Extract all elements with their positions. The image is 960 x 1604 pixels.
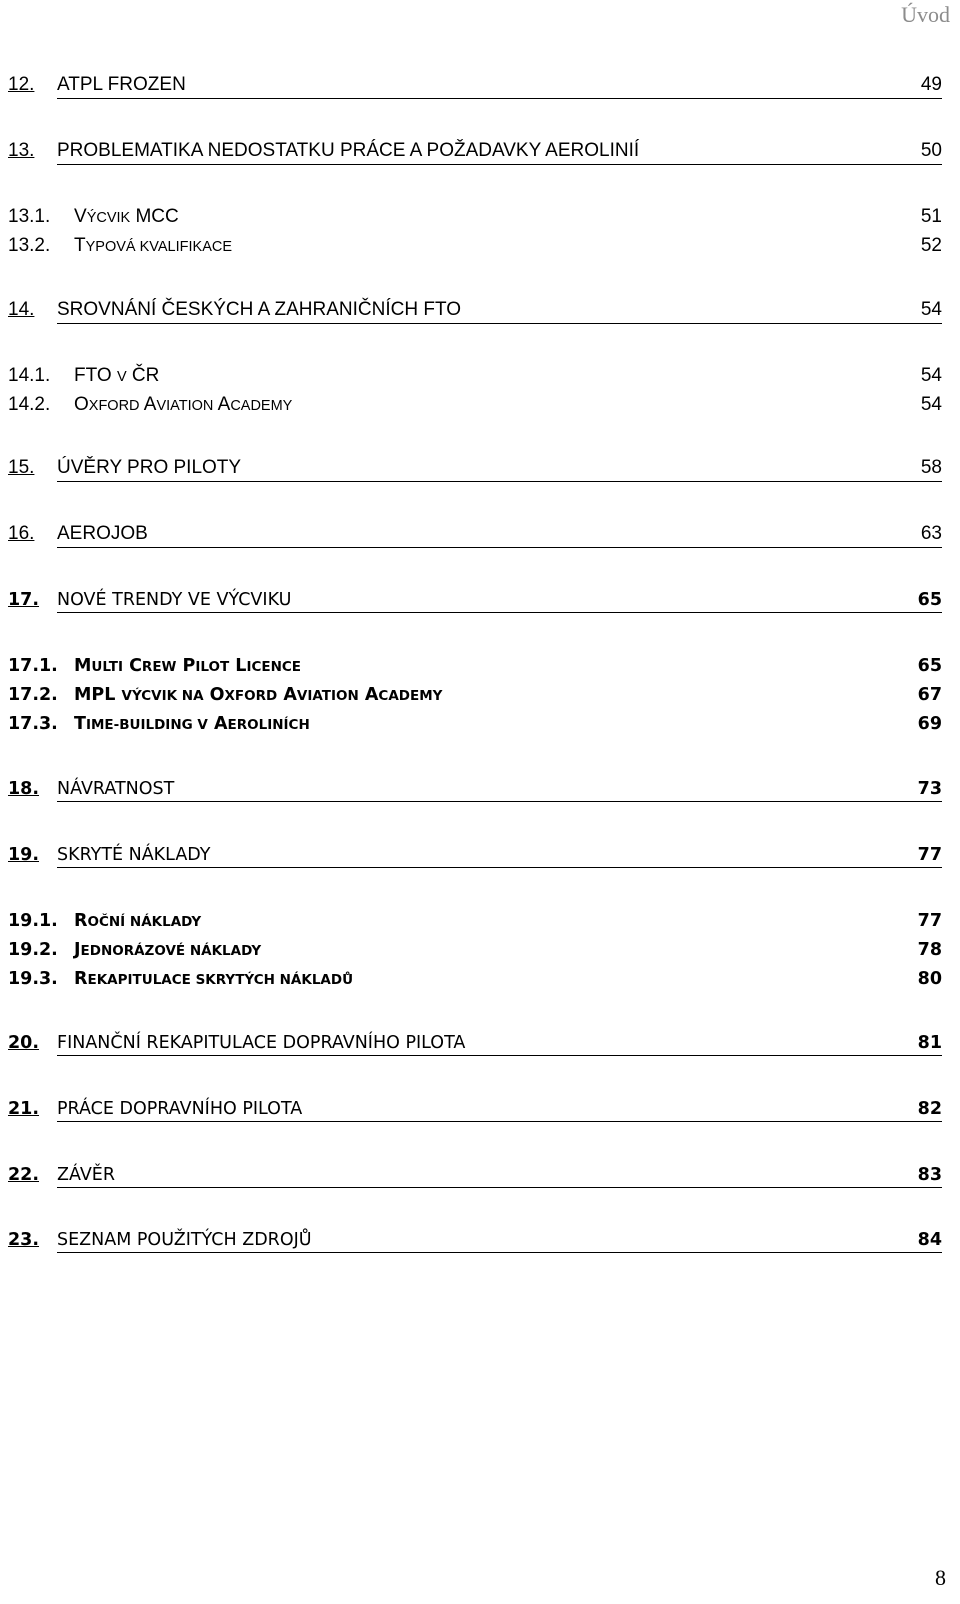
toc-entry-number: 20.: [8, 1033, 40, 1053]
toc-entry-number: 17.2.: [8, 685, 58, 705]
toc-entry-page: 73: [917, 779, 942, 799]
toc-entry-number: 16.: [8, 523, 35, 544]
toc-entry-page: 54: [920, 365, 942, 386]
toc-entry-title: SROVNÁNÍ ČESKÝCH A ZAHRANIČNÍCH FTO: [57, 299, 461, 320]
toc-entry-16[interactable]: [8, 524, 942, 548]
toc-entry-number: 17.3.: [8, 714, 58, 734]
toc-entry-page: 52: [920, 235, 942, 256]
toc-entry-page: 49: [920, 74, 942, 95]
toc-entry-page: 51: [920, 206, 942, 227]
toc-entry-19-1[interactable]: [8, 910, 942, 934]
toc-entry-number: 22.: [8, 1165, 40, 1185]
toc-entry-page: 82: [917, 1099, 942, 1119]
toc-entry-title: AEROJOB: [57, 523, 148, 544]
toc-entry-18[interactable]: [8, 778, 942, 802]
leader-line: [57, 612, 942, 613]
toc-entry-number: 21.: [8, 1099, 40, 1119]
toc-entry-page: 65: [917, 590, 942, 610]
running-header: Úvod: [901, 2, 950, 27]
leader-line: [57, 1187, 942, 1188]
leader-line: [57, 164, 942, 165]
toc-entry-title: MPL VÝCVIK NA OXFORD AVIATION ACADEMY: [74, 685, 443, 705]
toc-entry-title: NOVÉ TRENDY VE VÝCVIKU: [57, 590, 292, 610]
toc-entry-19[interactable]: [8, 844, 942, 868]
page-number: 8: [935, 1565, 946, 1590]
toc-entry-13-2[interactable]: [8, 236, 942, 260]
toc-entry-number: 19.2.: [8, 940, 58, 960]
toc-entry-number: 23.: [8, 1230, 40, 1250]
toc-entry-page: 50: [920, 140, 942, 161]
toc-entry-title: PROBLEMATIKA NEDOSTATKU PRÁCE A POŽADAVKY AEROLINIÍ: [57, 140, 640, 161]
toc-entry-19-2[interactable]: [8, 939, 942, 963]
toc-entry-page: 83: [917, 1165, 942, 1185]
toc-entry-15[interactable]: [8, 458, 942, 482]
leader-line: [57, 801, 942, 802]
toc-entry-number: 15.: [8, 457, 35, 478]
toc-entry-title: SEZNAM POUŽITÝCH ZDROJŮ: [57, 1230, 312, 1250]
toc-entry-title: NÁVRATNOST: [57, 779, 175, 799]
toc-entry-title: VÝCVIK MCC: [74, 206, 179, 227]
toc-entry-page: 58: [920, 457, 942, 478]
toc-entry-13-1[interactable]: [8, 207, 942, 231]
toc-entry-page: 77: [917, 911, 942, 931]
toc-entry-14-2[interactable]: [8, 395, 942, 419]
toc-entry-number: 19.3.: [8, 969, 58, 989]
leader-line: [57, 481, 942, 482]
toc-entry-17-2[interactable]: [8, 684, 942, 708]
toc-entry-number: 12.: [8, 74, 35, 95]
toc-entry-page: 78: [917, 940, 942, 960]
toc-entry-page: 54: [920, 394, 942, 415]
toc-entry-title: ROČNÍ NÁKLADY: [74, 911, 202, 931]
toc-entry-number: 14.1.: [8, 365, 51, 386]
toc-entry-number: 19.: [8, 845, 40, 865]
toc-entry-page: 54: [920, 299, 942, 320]
toc-entry-number: 14.: [8, 299, 35, 320]
toc-entry-22[interactable]: [8, 1164, 942, 1188]
toc-entry-title: TIME-BUILDING V AEROLINÍCH: [74, 714, 310, 734]
toc-entry-title: FINANČNÍ REKAPITULACE DOPRAVNÍHO PILOTA: [57, 1033, 466, 1053]
leader-line: [57, 98, 942, 99]
toc-entry-title: REKAPITULACE SKRYTÝCH NÁKLADŮ: [74, 969, 354, 989]
toc-entry-12[interactable]: [8, 75, 942, 99]
toc-entry-page: 63: [920, 523, 942, 544]
toc-entry-number: 17.1.: [8, 656, 58, 676]
toc-entry-number: 17.: [8, 590, 40, 610]
toc-entry-title: ATPL FROZEN: [57, 74, 186, 95]
toc-entry-title: PRÁCE DOPRAVNÍHO PILOTA: [57, 1099, 303, 1119]
toc-entry-page: 81: [917, 1033, 942, 1053]
toc-entry-title: SKRYTÉ NÁKLADY: [57, 845, 211, 865]
toc-entry-14-1[interactable]: [8, 366, 942, 390]
toc-entry-number: 18.: [8, 779, 40, 799]
leader-line: [57, 547, 942, 548]
toc-entry-number: 13.2.: [8, 235, 51, 256]
toc-entry-title: TYPOVÁ KVALIFIKACE: [74, 235, 233, 256]
toc-entry-20[interactable]: [8, 1032, 942, 1056]
toc-entry-19-3[interactable]: [8, 968, 942, 992]
toc-entry-number: 13.: [8, 140, 35, 161]
toc-entry-title: ZÁVĚR: [57, 1165, 116, 1185]
toc-entry-title: ÚVĚRY PRO PILOTY: [57, 457, 242, 478]
leader-line: [57, 867, 942, 868]
toc-entry-14[interactable]: [8, 300, 942, 324]
toc-entry-page: 77: [917, 845, 942, 865]
toc-entry-page: 80: [917, 969, 942, 989]
toc-entry-17-1[interactable]: [8, 655, 942, 679]
toc-entry-23[interactable]: [8, 1229, 942, 1253]
toc-entry-title: OXFORD AVIATION ACADEMY: [74, 394, 293, 415]
toc-entry-number: 14.2.: [8, 394, 51, 415]
toc-entry-page: 84: [917, 1230, 942, 1250]
toc-entry-17[interactable]: [8, 589, 942, 613]
toc-entry-title: FTO V ČR: [74, 365, 160, 386]
leader-line: [57, 323, 942, 324]
toc-entry-13[interactable]: [8, 141, 942, 165]
toc-entry-title: MULTI CREW PILOT LICENCE: [74, 656, 302, 676]
toc-entry-number: 13.1.: [8, 206, 51, 227]
leader-line: [57, 1121, 942, 1122]
leader-line: [57, 1055, 942, 1056]
toc-entry-page: 67: [917, 685, 942, 705]
leader-line: [57, 1252, 942, 1253]
toc-entry-17-3[interactable]: [8, 713, 942, 737]
toc-entry-number: 19.1.: [8, 911, 58, 931]
toc-entry-page: 69: [917, 714, 942, 734]
toc-entry-21[interactable]: [8, 1098, 942, 1122]
toc-entry-page: 65: [917, 656, 942, 676]
toc-entry-title: JEDNORÁZOVÉ NÁKLADY: [74, 940, 262, 960]
